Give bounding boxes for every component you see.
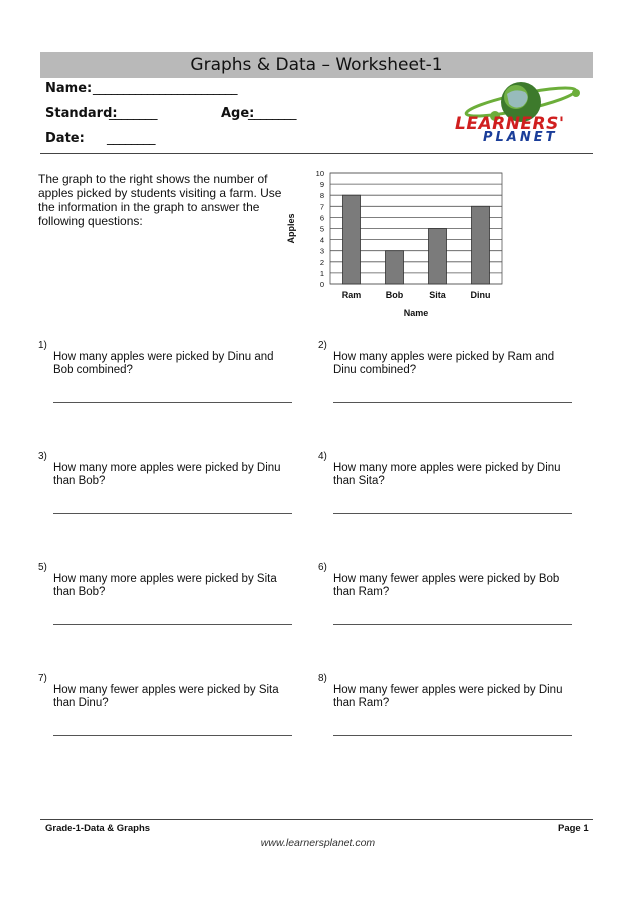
question-text: How many apples were picked by Ram and Dinu combined? [333,351,555,376]
x-tick-label: Ram [341,290,362,300]
page-title: Graphs & Data – Worksheet-1 [190,55,443,75]
y-tick-label: 1 [319,268,324,278]
y-tick-label: 6 [319,213,324,223]
name-label: Name: [45,81,93,96]
y-tick-label: 5 [319,224,324,234]
logo-text-planet: PLANET [483,130,558,145]
name-field[interactable]: ________________________ [93,81,237,96]
y-tick-label: 2 [319,257,324,267]
answer-line[interactable] [53,624,292,625]
bar-dinu [472,206,490,284]
answer-line[interactable] [53,735,292,736]
bar-bob [386,251,404,284]
x-axis-label: Name [403,308,429,318]
question-text: How many fewer apples were picked by Sita than Dinu? [53,684,279,709]
date-label: Date: [45,131,85,146]
question-number: 5) [38,562,47,573]
question-number: 7) [38,673,47,684]
standard-field[interactable]: ________ [109,106,157,121]
footer-page-number: Page 1 [558,823,589,834]
chart-svg [280,165,520,325]
y-tick-label: 3 [319,246,324,256]
header-divider [40,153,593,154]
age-field[interactable]: ________ [248,106,296,121]
question-number: 8) [318,673,327,684]
question-number: 1) [38,340,47,351]
question-text: How many apples were picked by Dinu and Bob combined? [53,351,274,376]
answer-line[interactable] [333,513,572,514]
footer-grade: Grade-1-Data & Graphs [45,823,151,834]
y-axis-label: Apples [286,213,296,244]
bar-chart [280,165,520,325]
answer-line[interactable] [333,402,572,403]
y-tick-label: 4 [319,235,324,245]
answer-line[interactable] [333,624,572,625]
answer-line[interactable] [53,513,292,514]
bar-ram [343,195,361,284]
y-tick-label: 0 [319,280,324,289]
y-tick-label: 7 [319,202,324,212]
bar-sita [429,229,447,285]
question-text: How many fewer apples were picked by Bob than Ram? [333,573,560,598]
y-tick-label: 9 [319,180,324,190]
standard-label: Standard: [45,106,118,121]
learners-planet-logo [445,80,595,150]
y-tick-label: 10 [315,169,324,178]
y-tick-label: 8 [319,191,324,201]
question-text: How many fewer apples were picked by Dinu than Ram? [333,684,563,709]
x-tick-label: Dinu [470,290,491,300]
x-tick-label: Bob [385,290,404,300]
date-field[interactable]: ________ [107,131,155,146]
question-text: How many more apples were picked by Sita than Bob? [53,573,277,598]
answer-line[interactable] [333,735,572,736]
answer-line[interactable] [53,402,292,403]
x-tick-label: Sita [429,290,446,300]
question-number: 3) [38,451,47,462]
question-number: 2) [318,340,327,351]
intro-text: The graph to the right shows the number of apples picked by students visiting a farm. Use the information in the graph to answer the following questions: [38,172,282,228]
question-text: How many more apples were picked by Dinu than Bob? [53,462,281,487]
question-text: How many more apples were picked by Dinu than Sita? [333,462,561,487]
age-label: Age: [221,106,255,121]
footer-divider [40,819,593,820]
question-number: 6) [318,562,327,573]
logo-text-learners: LEARNERS' [455,114,565,134]
question-number: 4) [318,451,327,462]
footer-url[interactable]: www.learnersplanet.com [260,837,376,849]
